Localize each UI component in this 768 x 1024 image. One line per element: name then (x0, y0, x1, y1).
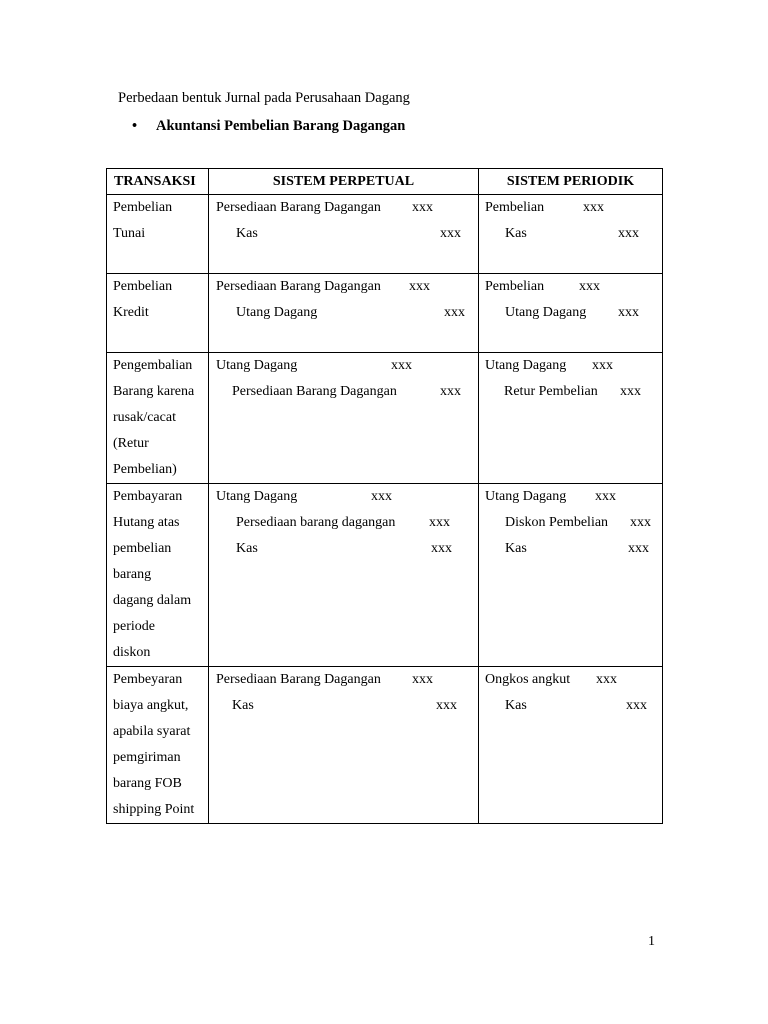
account-name: Utang Dagang (216, 489, 298, 504)
transaction-line: Pengembalian (113, 358, 193, 373)
header-sistem-periodik: SISTEM PERIODIK (479, 169, 663, 195)
amount: xxx (409, 279, 430, 294)
amount: xxx (391, 358, 412, 373)
transaction-cell (107, 484, 209, 667)
bullet-subheading (132, 118, 405, 135)
journal-entry (479, 379, 662, 405)
transaction-line: barang FOB (113, 776, 182, 791)
account-name: Utang Dagang (485, 489, 567, 504)
perpetual-cell (209, 667, 479, 824)
journal-entry (209, 353, 478, 379)
account-name: Kas (236, 226, 258, 241)
account-name: Kas (236, 541, 258, 556)
account-name: Utang Dagang (485, 358, 567, 373)
journal-comparison-table (106, 168, 663, 824)
bullet-icon: • (132, 118, 138, 134)
journal-entry (209, 274, 478, 300)
amount: xxx (440, 226, 461, 241)
transaction-line: apabila syarat (113, 724, 191, 739)
table-header-row (107, 169, 663, 195)
account-name: Kas (505, 541, 527, 556)
amount: xxx (412, 200, 433, 215)
periodic-cell (479, 667, 663, 824)
page-number: 1 (648, 934, 655, 949)
transaction-line: pemgiriman (113, 750, 181, 765)
perpetual-cell (209, 274, 479, 353)
journal-entry (209, 536, 478, 562)
amount: xxx (626, 698, 647, 713)
amount: xxx (436, 698, 457, 713)
transaction-line: diskon (113, 645, 151, 660)
account-name: Persediaan Barang Dagangan (216, 279, 381, 294)
transaction-line: Tunai (113, 226, 146, 241)
journal-entry (209, 195, 478, 221)
journal-entry (209, 221, 478, 247)
transaction-cell (107, 667, 209, 824)
transaction-text (107, 195, 208, 247)
amount: xxx (618, 305, 639, 320)
account-name: Kas (505, 226, 527, 241)
amount: xxx (429, 515, 450, 530)
table-row (107, 195, 663, 274)
transaction-cell (107, 353, 209, 484)
amount: xxx (628, 541, 649, 556)
account-name: Pembelian (485, 200, 545, 215)
transaction-line: Barang karena (113, 384, 195, 399)
transaction-line: periode (113, 619, 155, 634)
transaction-line: shipping Point (113, 802, 195, 817)
amount: xxx (412, 672, 433, 687)
amount: xxx (431, 541, 452, 556)
table-row (107, 353, 663, 484)
transaction-text (107, 667, 208, 823)
transaction-cell (107, 274, 209, 353)
transaction-line: Pembayaran (113, 489, 183, 504)
journal-entry (479, 693, 662, 719)
amount: xxx (596, 672, 617, 687)
account-name: Kas (505, 698, 527, 713)
journal-entry (479, 510, 662, 536)
amount: xxx (579, 279, 600, 294)
transaction-line: rusak/cacat (113, 410, 176, 425)
journal-entry (209, 510, 478, 536)
amount: xxx (618, 226, 639, 241)
transaction-cell (107, 195, 209, 274)
journal-entry (209, 379, 478, 405)
transaction-line: Pembelian) (113, 462, 177, 477)
account-name: Persediaan barang dagangan (236, 515, 396, 530)
account-name: Utang Dagang (505, 305, 587, 320)
periodic-cell (479, 274, 663, 353)
perpetual-cell (209, 484, 479, 667)
transaction-line: Pembelian (113, 279, 173, 294)
journal-entry (479, 195, 662, 221)
amount: xxx (595, 489, 616, 504)
amount: xxx (630, 515, 651, 530)
amount: xxx (440, 384, 461, 399)
transaction-text (107, 484, 208, 666)
table-body (107, 195, 663, 824)
transaction-line: Pembeyaran (113, 672, 183, 687)
subheading-text: Akuntansi Pembelian Barang Dagangan (156, 118, 406, 134)
account-name: Pembelian (485, 279, 545, 294)
transaction-text (107, 274, 208, 326)
journal-entry (479, 221, 662, 247)
journal-entry (209, 667, 478, 693)
account-name: Diskon Pembelian (505, 515, 609, 530)
transaction-line: Kredit (113, 305, 149, 320)
journal-entry (479, 274, 662, 300)
transaction-text (107, 353, 208, 483)
transaction-line: Hutang atas (113, 515, 180, 530)
table-row (107, 667, 663, 824)
perpetual-cell (209, 195, 479, 274)
account-name: Persediaan Barang Dagangan (216, 672, 381, 687)
amount: xxx (371, 489, 392, 504)
account-name: Persediaan Barang Dagangan (232, 384, 397, 399)
journal-entry (209, 693, 478, 719)
amount: xxx (592, 358, 613, 373)
amount: xxx (583, 200, 604, 215)
header-transaksi: TRANSAKSI (107, 169, 209, 195)
journal-entry (479, 536, 662, 562)
journal-entry (209, 484, 478, 510)
account-name: Kas (232, 698, 254, 713)
journal-entry (479, 300, 662, 326)
header-sistem-perpetual: SISTEM PERPETUAL (209, 169, 479, 195)
journal-entry (479, 353, 662, 379)
periodic-cell (479, 353, 663, 484)
journal-entry (479, 667, 662, 693)
transaction-line: (Retur (113, 436, 149, 451)
perpetual-cell (209, 353, 479, 484)
account-name: Retur Pembelian (504, 384, 598, 399)
page-heading: Perbedaan bentuk Jurnal pada Perusahaan Dagang (118, 90, 410, 106)
table-row (107, 274, 663, 353)
periodic-cell (479, 195, 663, 274)
transaction-line: pembelian (113, 541, 172, 556)
transaction-line: barang (113, 567, 152, 582)
transaction-line: Pembelian (113, 200, 173, 215)
amount: xxx (444, 305, 465, 320)
amount: xxx (620, 384, 641, 399)
transaction-line: biaya angkut, (113, 698, 189, 713)
account-name: Persediaan Barang Dagangan (216, 200, 381, 215)
journal-entry (209, 300, 478, 326)
account-name: Utang Dagang (216, 358, 298, 373)
account-name: Ongkos angkut (485, 672, 571, 687)
periodic-cell (479, 484, 663, 667)
account-name: Utang Dagang (236, 305, 318, 320)
table-row (107, 484, 663, 667)
transaction-line: dagang dalam (113, 593, 192, 608)
journal-entry (479, 484, 662, 510)
